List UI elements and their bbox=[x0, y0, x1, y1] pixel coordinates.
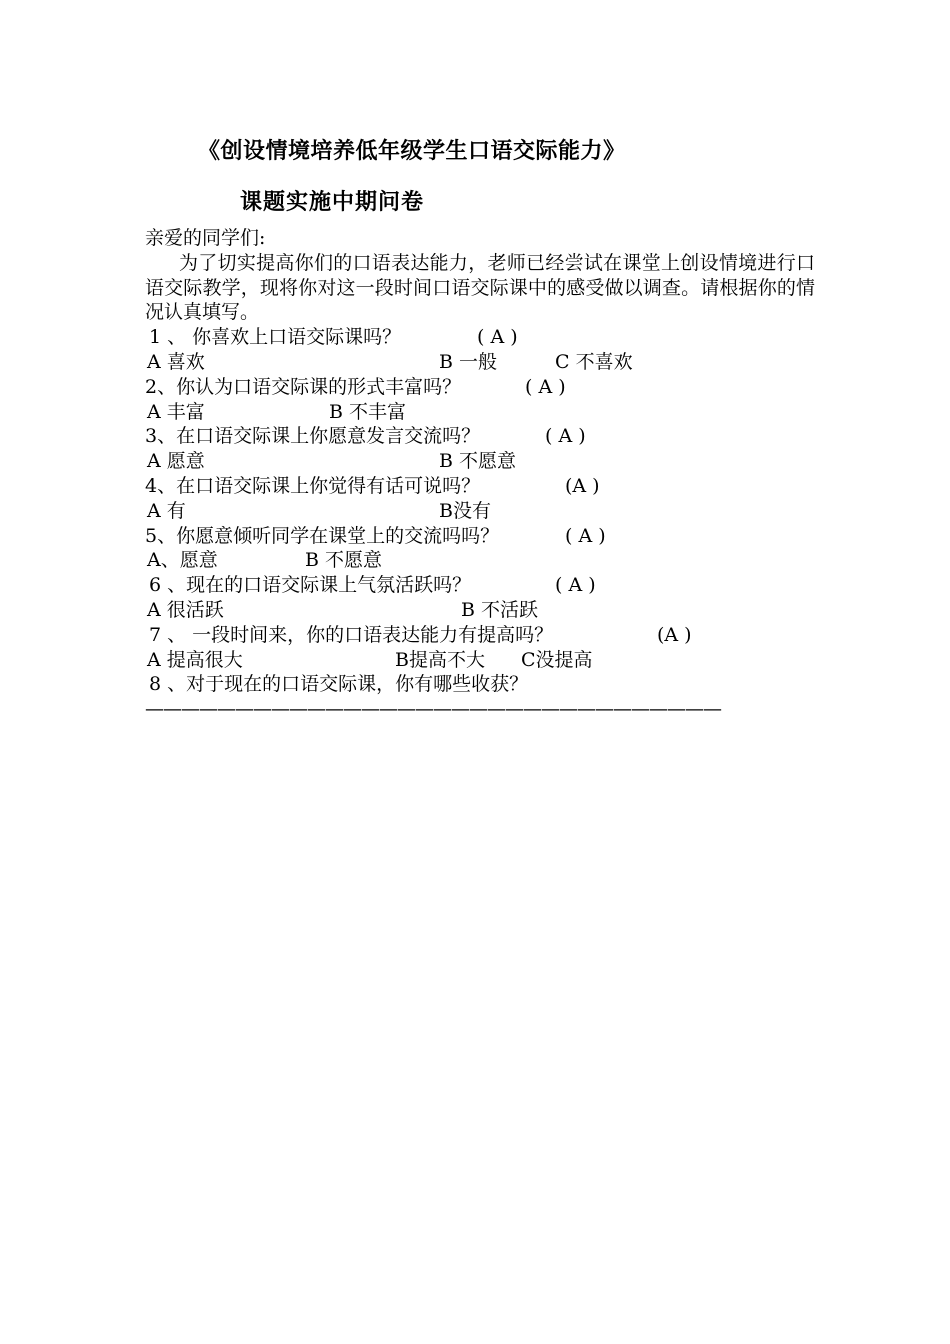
question-1-option-b: B 一般 bbox=[439, 350, 498, 373]
question-2-option-a: A 丰富 bbox=[147, 400, 205, 423]
question-2 bbox=[145, 375, 815, 400]
question-3-options bbox=[145, 449, 815, 474]
question-7 bbox=[145, 623, 815, 648]
question-7-answer: (A ) bbox=[657, 623, 692, 646]
question-4-options bbox=[145, 499, 815, 524]
question-7-option-b: B提高不大 bbox=[395, 648, 485, 671]
question-7-option-c: C没提高 bbox=[521, 648, 593, 671]
question-1-answer: ( A ) bbox=[477, 326, 518, 349]
intro-paragraph: 为了切实提高你们的口语表达能力，老师已经尝试在课堂上创设情境进行口语交际教学，现将你对这一段时间口语交际课中的感受做以调查。请根据你的情况认真填写。 bbox=[145, 251, 815, 324]
question-1 bbox=[145, 325, 815, 350]
document-body bbox=[145, 226, 815, 722]
question-4-text: 4、在口语交际课上你觉得有话可说吗？ bbox=[145, 474, 481, 497]
answer-line: ———————————————————————————————— bbox=[145, 698, 721, 721]
question-5-answer: ( A ) bbox=[565, 524, 606, 547]
question-5-option-a: A、愿意 bbox=[147, 549, 218, 572]
question-6-option-b: B 不活跃 bbox=[461, 598, 539, 621]
question-8-text: 8 、对于现在的口语交际课，你有哪些收获？ bbox=[149, 673, 529, 696]
question-1-text: 1 、 你喜欢上口语交际课吗？ bbox=[149, 326, 402, 349]
question-1-option-c: C 不喜欢 bbox=[555, 350, 633, 373]
question-4-option-a: A 有 bbox=[147, 499, 186, 522]
question-5 bbox=[145, 524, 815, 549]
question-6-options bbox=[145, 598, 815, 623]
question-2-answer: ( A ) bbox=[525, 375, 566, 398]
question-7-text: 7 、 一段时间来，你的口语表达能力有提高吗？ bbox=[149, 623, 554, 646]
document-title: 《创设情境培养低年级学生口语交际能力》 bbox=[198, 138, 626, 164]
question-8 bbox=[145, 672, 815, 697]
question-6-text: 6 、现在的口语交际课上气氛活跃吗？ bbox=[149, 574, 472, 597]
question-5-options bbox=[145, 548, 815, 573]
question-2-text: 2、你认为口语交际课的形式丰富吗？ bbox=[145, 375, 462, 398]
question-4 bbox=[145, 474, 815, 499]
question-1-options bbox=[145, 350, 815, 375]
question-3-option-b: B 不愿意 bbox=[439, 450, 517, 473]
question-3-text: 3、在口语交际课上你愿意发言交流吗？ bbox=[145, 425, 481, 448]
greeting: 亲爱的同学们: bbox=[145, 227, 266, 249]
question-6-answer: ( A ) bbox=[555, 574, 596, 597]
question-2-options bbox=[145, 400, 815, 425]
question-3-answer: ( A ) bbox=[545, 425, 586, 448]
question-1-option-a: A 喜欢 bbox=[147, 350, 205, 373]
question-7-options bbox=[145, 648, 815, 673]
question-5-option-b: B 不愿意 bbox=[305, 549, 383, 572]
question-7-option-a: A 提高很大 bbox=[147, 648, 243, 671]
question-3-option-a: A 愿意 bbox=[147, 450, 205, 473]
question-2-option-b: B 不丰富 bbox=[329, 400, 407, 423]
document-subtitle: 课题实施中期问卷 bbox=[240, 189, 425, 215]
question-6 bbox=[145, 573, 815, 598]
question-3 bbox=[145, 424, 815, 449]
question-4-answer: (A ) bbox=[565, 474, 600, 497]
question-5-text: 5、你愿意倾听同学在课堂上的交流吗吗？ bbox=[145, 524, 500, 547]
question-4-option-b: B没有 bbox=[439, 499, 491, 522]
question-6-option-a: A 很活跃 bbox=[147, 598, 224, 621]
